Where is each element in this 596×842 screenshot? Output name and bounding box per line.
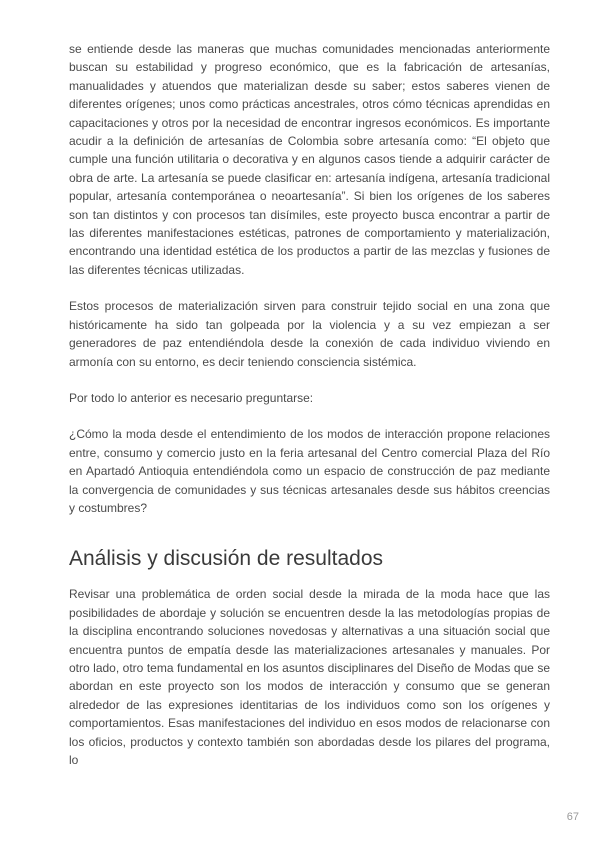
body-paragraph: Por todo lo anterior es necesario preguntarse:: [69, 390, 314, 405]
body-paragraph: Estos procesos de materialización sirven para construir tejido social en una zona que históricamente ha sido tan golpeada por la violencia y a su vez empiezan a ser generadores de paz entendiéndola desde la conexión de cada individuo viviendo en armonía con su entorno, es decir teniendo consciencia sistémica.: [69, 299, 550, 369]
research-question: ¿Cómo la moda desde el entendimiento de los modos de interacción propone relaciones entre, consumo y comercio justo en la feria artesanal del Centro comercial Plaza del Río en Apartadó Antioquia entendiéndola como un espacio de construcción de paz mediante la convergencia de comunidades y sus técnicas artesanales desde sus hábitos creencias y costumbres?: [69, 427, 550, 515]
page-body: [69, 40, 550, 769]
body-paragraph: se entiende desde las maneras que muchas comunidades mencionadas anteriormente buscan su estabilidad y progreso económico, que es la fabricación de artesanías, manualidades y atuendos que materializan desde su saber; estos saberes vienen de diferentes orígenes; unos como prácticas ancestrales, otros cómo técnicas aprendidas en capacitaciones y otros por la necesidad de encontrar ingresos económicos. Es importante acudir a la definición de artesanías de Colombia sobre artesanía como: “El objeto que cumple una función utilitaria o decorativa y en algunos casos tiende a adquirir carácter de obra de arte. La artesanía se puede clasificar en: artesanía indígena, artesanía tradicional popular, artesanía contemporánea o neoartesanía”. Si bien los orígenes de los saberes son tan distintos y con procesos tan disímiles, este proyecto busca encontrar a partir de las diferentes manifestaciones estéticas, patrones de comportamiento y materialización, encontrando una identidad estética de los productos a partir de las mezclas y fusiones de las diferentes técnicas utilizadas.: [69, 42, 550, 277]
body-paragraph: Revisar una problemática de orden social desde la mirada de la moda hace que las posibilidades de abordaje y solución se encuentren desde la las metodologías propias de la disciplina encontrando soluciones novedosas y alternativas a una situación social que encuentra puntos de empatía desde las materializaciones artesanales y manuales. Por otro lado, otro tema fundamental en los asuntos disciplinares del Diseño de Modas que se abordan en este proyecto son los modos de interacción y consumo que se generan alrededor de las expresiones identitarias de los individuos como son los orígenes y comportamientos. Esas manifestaciones del individuo en esos modos de relacionarse con los oficios, productos y contexto también son abordadas desde los pilares del programa, lo: [69, 587, 550, 767]
section-heading: Análisis y discusión de resultados: [69, 547, 383, 571]
page-number: 67: [566, 811, 579, 823]
